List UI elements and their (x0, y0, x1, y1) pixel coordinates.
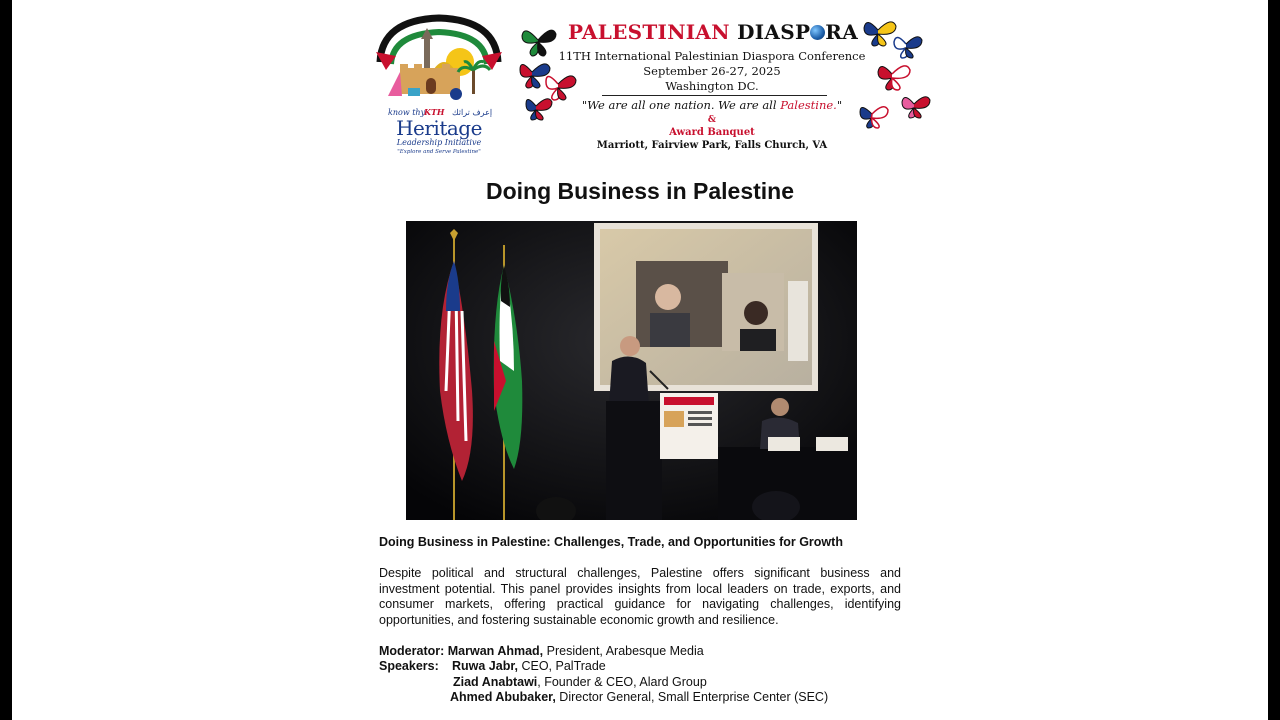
podium (606, 401, 662, 520)
session-description: Despite political and structural challenges, Palestine offers significant business and investment potential. This panel provides insights from local leaders on trade, exports, and consumer markets, offering practical guidance for navigating challenges, identifying opportunities, and fostering sustainable economic growth and resilience. (379, 566, 901, 627)
kth-abbreviation: KTH (424, 107, 445, 117)
speakers-label: Speakers: (379, 659, 439, 673)
globe-icon (810, 25, 825, 40)
kth-heritage-word: Heritage (396, 116, 482, 140)
moderator-label: Moderator: (379, 644, 445, 658)
kth-emblem-graphic (372, 12, 506, 108)
name-card (768, 437, 800, 451)
conference-slogan (552, 98, 872, 112)
session-title: Doing Business in Palestine (485, 178, 795, 204)
moderator-role: President, Arabesque Media (543, 644, 704, 658)
kth-leadership-initiative: Leadership Initiative (396, 138, 482, 147)
panel-stage-photo (406, 221, 857, 520)
conference-city: Washington DC. (665, 79, 759, 93)
conference-dates: September 26-27, 2025 (643, 64, 781, 78)
slogan-palestine: Palestine. (780, 98, 837, 112)
speaker-role: , Founder & CEO, Alard Group (537, 675, 707, 689)
conference-title-dark-end: RA (825, 20, 859, 44)
slogan-part-2: " (836, 98, 843, 112)
butterfly-icon (864, 22, 896, 46)
conference-title-dark: DIASP (737, 20, 811, 44)
speaker-name: Ziad Anabtawi (453, 675, 538, 689)
moderator-line (379, 644, 704, 658)
slogan-part-1: "We are all one nation. We are all (581, 98, 781, 112)
speaker-line (453, 675, 707, 689)
butterfly-icon (878, 66, 910, 90)
kth-tagline: "Explore and Serve Palestine" (397, 149, 481, 155)
session-heading: Doing Business in Palestine: Challenges, Trade, and Opportunities for Growth (379, 535, 843, 549)
conference-title-red: PALESTINIAN (568, 20, 730, 44)
conference-ampersand: & (707, 115, 717, 125)
speaker-line (452, 659, 606, 673)
butterfly-icon (522, 30, 556, 56)
kth-heritage-logo (372, 12, 506, 160)
name-card (816, 437, 848, 451)
conference-title (568, 20, 868, 44)
butterfly-icon (526, 99, 552, 120)
kth-arabic-text: إعرف تراثك (452, 108, 493, 117)
flyer-page (12, 0, 1268, 720)
kth-know-thy: know thy (388, 108, 426, 117)
event-photo (406, 221, 857, 520)
moderator-name: Marwan Ahmad, (447, 644, 544, 658)
butterfly-icon (902, 97, 930, 118)
speaker-name: Ahmed Abubaker, (450, 690, 556, 704)
conference-venue: Marriott, Fairview Park, Falls Church, VA (596, 140, 828, 151)
speaker-head (620, 336, 640, 356)
butterfly-icon (894, 37, 922, 58)
conference-name: 11TH International Palestinian Diaspora Conference (558, 49, 866, 63)
speaker-role: CEO, PalTrade (518, 659, 606, 673)
header-divider (602, 95, 827, 96)
speaker-role: Director General, Small Enterprise Center (SEC) (555, 690, 829, 704)
speaker-line (450, 690, 828, 704)
speaker-name: Ruwa Jabr, (452, 659, 518, 673)
award-banquet: Award Banquet (669, 127, 755, 138)
